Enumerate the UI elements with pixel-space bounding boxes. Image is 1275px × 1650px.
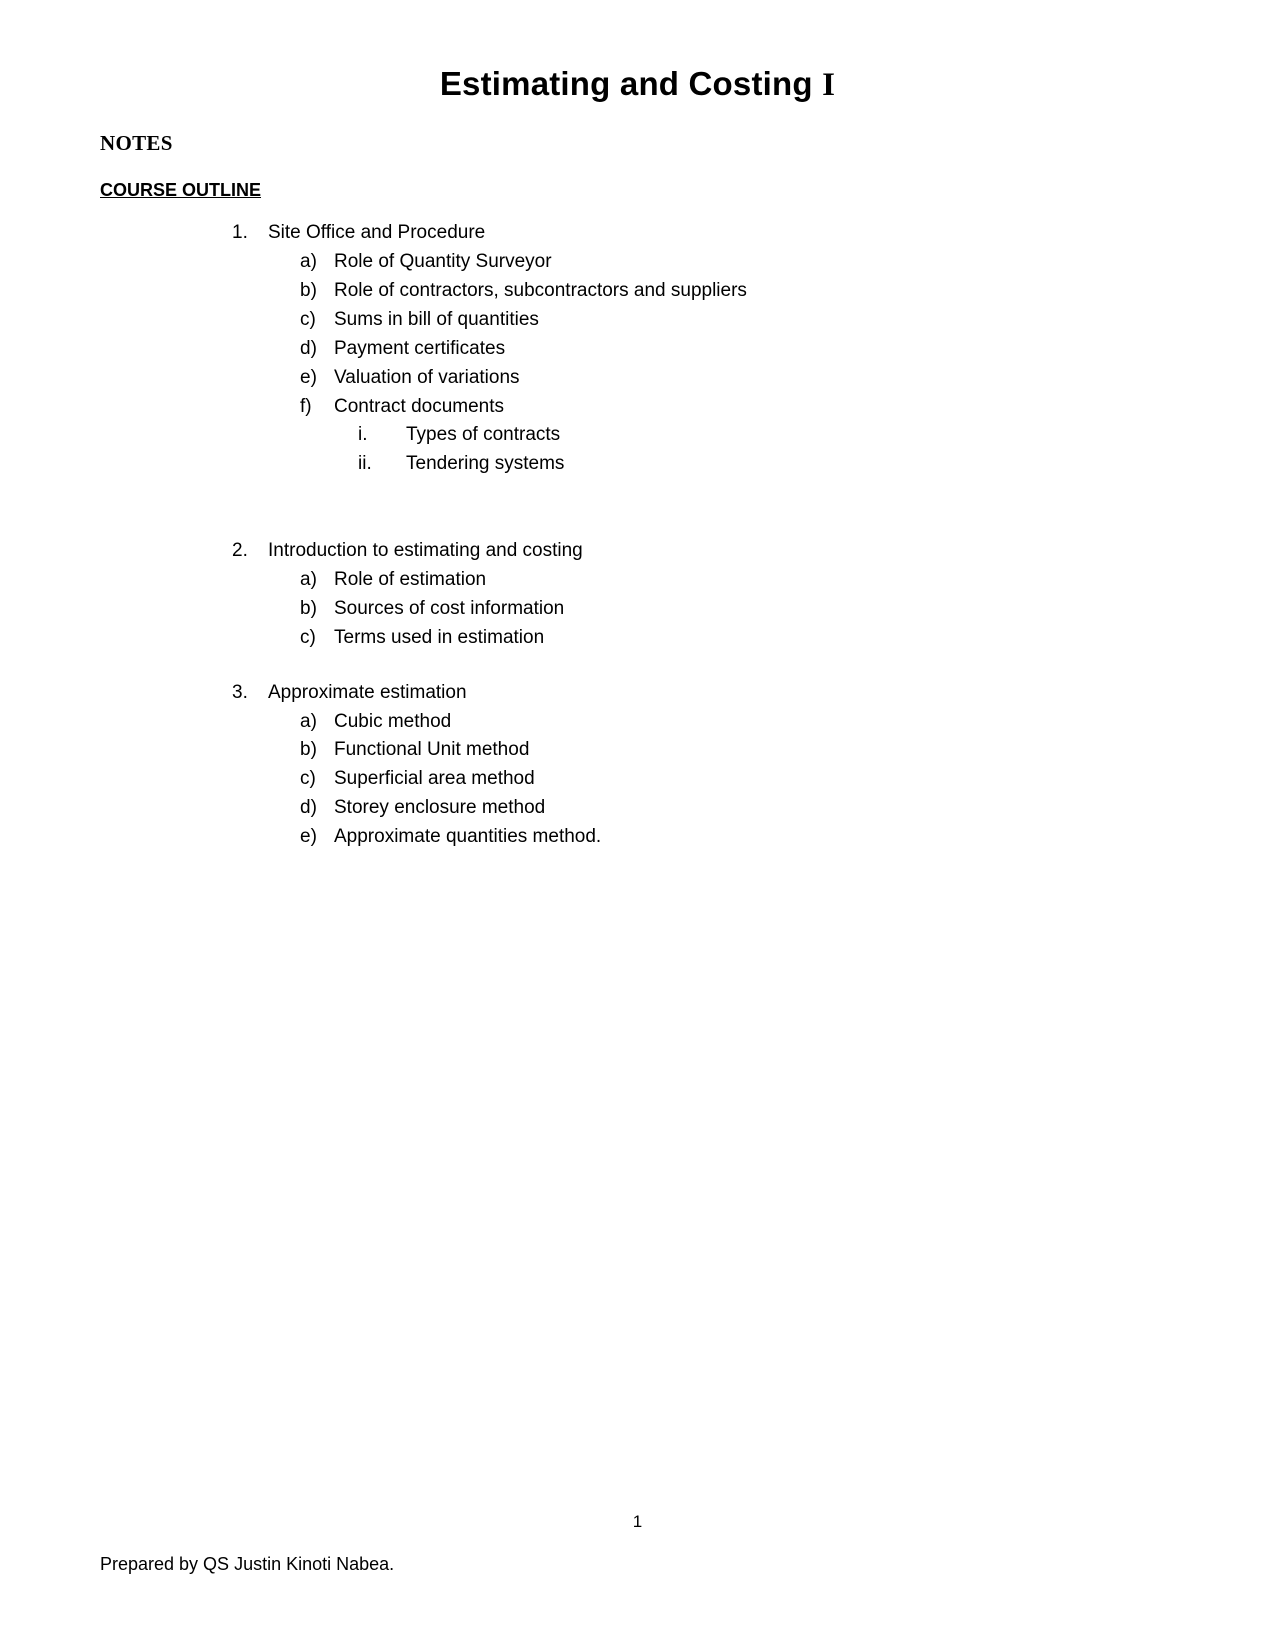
list-item-row (232, 219, 1179, 248)
list-marker: b) (300, 597, 317, 619)
list-item-label: Types of contracts (406, 424, 561, 446)
list-item (96, 823, 1179, 852)
list-marker: 2. (232, 540, 248, 562)
list-item-label: Role of estimation (334, 569, 487, 591)
course-outline-list (96, 219, 1179, 852)
list-item (96, 566, 1179, 595)
list-item-row (300, 335, 1179, 364)
list-marker: c) (300, 626, 316, 648)
list-item-label: Sources of cost information (334, 597, 565, 619)
list-marker: b) (300, 739, 317, 761)
list-item-row (300, 823, 1179, 852)
list-marker: f) (300, 395, 312, 417)
list-item (96, 277, 1179, 306)
list-marker: d) (300, 337, 317, 359)
list-item (96, 364, 1179, 393)
list-item-label: Payment certificates (334, 337, 506, 359)
list-spacer (96, 479, 1179, 537)
list-item (96, 736, 1179, 765)
list-item-label: Role of contractors, subcontractors and suppliers (334, 280, 747, 302)
list-item-row (232, 679, 1179, 708)
list-item (96, 537, 1179, 653)
list-item (96, 335, 1179, 364)
list-item-label: Sums in bill of quantities (334, 308, 539, 330)
list-item (96, 765, 1179, 794)
footer-note: Prepared by QS Justin Kinoti Nabea. (100, 1554, 395, 1574)
list-item (96, 248, 1179, 277)
list-item-row (300, 393, 1179, 422)
list-marker: c) (300, 308, 316, 330)
list-item-row (300, 624, 1179, 653)
list-item-row (300, 765, 1179, 794)
list-item-label: Introduction to estimating and costing (268, 540, 583, 562)
list-item-label: Role of Quantity Surveyor (334, 251, 552, 273)
list-item-row (300, 248, 1179, 277)
list-item-row (300, 364, 1179, 393)
list-marker: a) (300, 710, 317, 732)
list-marker: d) (300, 797, 317, 819)
list-item-label: Contract documents (334, 395, 505, 417)
list-marker: a) (300, 569, 317, 591)
list-item-label: Approximate estimation (268, 681, 467, 703)
list-marker: e) (300, 826, 317, 848)
page-title-text: Estimating and Costing (439, 65, 823, 102)
list-item-label: Cubic method (334, 710, 452, 732)
list-item (96, 450, 1179, 479)
list-item-row (300, 708, 1179, 737)
list-item-label: Storey enclosure method (334, 797, 546, 819)
list-marker: 1. (232, 222, 248, 244)
list-item-label: Site Office and Procedure (268, 222, 486, 244)
course-outline-heading: COURSE OUTLINE (100, 180, 262, 201)
list-spacer (96, 653, 1179, 679)
list-item-row (300, 595, 1179, 624)
list-item-row (300, 794, 1179, 823)
list-item-row (300, 736, 1179, 765)
list-item-label: Approximate quantities method. (334, 826, 602, 848)
list-item (96, 679, 1179, 852)
list-item-row (358, 421, 1179, 450)
list-item-label: Functional Unit method (334, 739, 530, 761)
list-item (96, 421, 1179, 450)
list-item (96, 306, 1179, 335)
page-title (96, 66, 1179, 103)
list-item (96, 794, 1179, 823)
list-item-row (232, 537, 1179, 566)
list-marker: e) (300, 366, 317, 388)
sub-list (96, 708, 1179, 852)
list-item-row (300, 566, 1179, 595)
list-item (96, 595, 1179, 624)
list-marker: ii. (358, 453, 372, 475)
sub-list (96, 248, 1179, 479)
notes-heading: NOTES (100, 131, 173, 156)
sub-list (96, 566, 1179, 653)
list-marker: a) (300, 251, 317, 273)
list-marker: b) (300, 280, 317, 302)
list-item-label: Valuation of variations (334, 366, 520, 388)
list-item-label: Terms used in estimation (334, 626, 545, 648)
list-item (96, 624, 1179, 653)
list-item-row (300, 306, 1179, 335)
list-item-label: Superficial area method (334, 768, 535, 790)
list-marker: i. (358, 424, 368, 446)
list-item-row (300, 277, 1179, 306)
list-item (96, 708, 1179, 737)
list-item (96, 219, 1179, 479)
list-item-row (358, 450, 1179, 479)
page-title-numeral: I (822, 67, 836, 103)
list-marker: 3. (232, 681, 248, 703)
list-marker: c) (300, 768, 316, 790)
sub-sub-list (96, 421, 1179, 479)
page-number: 1 (632, 1512, 643, 1531)
list-item (96, 393, 1179, 480)
list-item-label: Tendering systems (406, 453, 565, 475)
